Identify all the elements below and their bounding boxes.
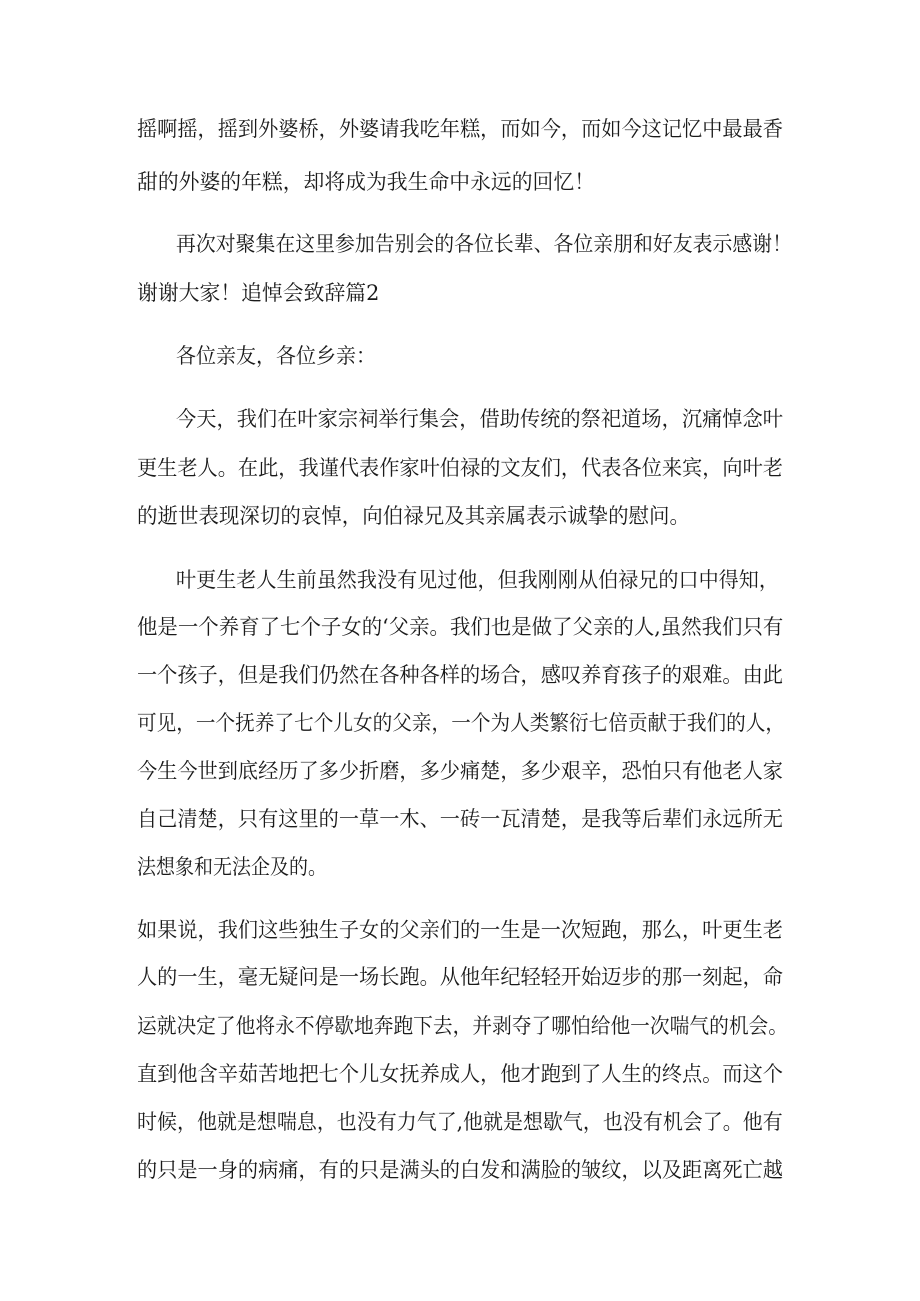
p5-line-7: 法想象和无法企及的。 [137,855,328,879]
p3-line-1: 各位亲友，各位乡亲： [176,344,377,368]
p5-line-4: 可见，一个抚养了七个儿女的父亲，一个为人类繁衍七倍贡献于我们的人， [137,711,786,735]
p2-line-2: 谢谢大家！追悼会致辞篇2 [137,281,380,305]
p5-line-5: 今生今世到底经历了多少折磨，多少痛楚，多少艰辛，恐怕只有他老人家 [137,759,783,783]
p6-line-3: 运就决定了他将永不停歇地奔跑下去，并剥夺了哪怕给他一次喘气的机会。 [137,1014,789,1038]
p5-line-2: 他是一个养育了七个子女的‘父亲。我们也是做了父亲的人,虽然我们只有 [137,615,784,639]
p6-line-6: 的只是一身的病痛，有的只是满头的白发和满脸的皱纹，以及距离死亡越 [137,1158,783,1182]
p6-line-2: 人的一生，毫无疑问是一场长跑。从他年纪轻轻开始迈步的那一刻起，命 [137,965,783,989]
p1-line-2: 甜的外婆的年糕，却将成为我生命中永远的回忆！ [137,170,595,194]
p4-line-1: 今天，我们在叶家宗祠举行集会，借助传统的祭祀道场，沉痛悼念叶 [176,407,784,431]
p1-line-1: 摇啊摇，摇到外婆桥，外婆请我吃年糕，而如今，而如今这记忆中最最香 [137,117,783,141]
p6-line-1: 如果说，我们这些独生子女的父亲们的一生是一次短跑，那么，叶更生老 [137,918,783,942]
p4-line-2: 更生老人。在此，我谨代表作家叶伯禄的文友们，代表各位来宾，向叶老 [137,456,783,480]
p5-line-6: 自己清楚，只有这里的一草一木、一砖一瓦清楚，是我等后辈们永远所无 [137,807,783,831]
p5-line-3: 一个孩子，但是我们仍然在各种各样的场合，感叹养育孩子的艰难。由此 [137,663,783,687]
p6-line-4: 直到他含辛茹苦地把七个儿女抚养成人，他才跑到了人生的终点。而这个 [137,1062,783,1086]
p6-line-5: 时候，他就是想喘息，也没有力气了,他就是想歇气，也没有机会了。他有 [137,1110,783,1134]
p4-line-3: 的逝世表现深切的哀悼，向伯禄兄及其亲属表示诚挚的慰问。 [137,504,690,528]
p2-line-1: 再次对聚集在这里参加告别会的各位长辈、各位亲朋和好友表示感谢！ [176,232,792,256]
p5-line-1: 叶更生老人生前虽然我没有见过他，但我刚刚从伯禄兄的口中得知， [176,568,779,592]
